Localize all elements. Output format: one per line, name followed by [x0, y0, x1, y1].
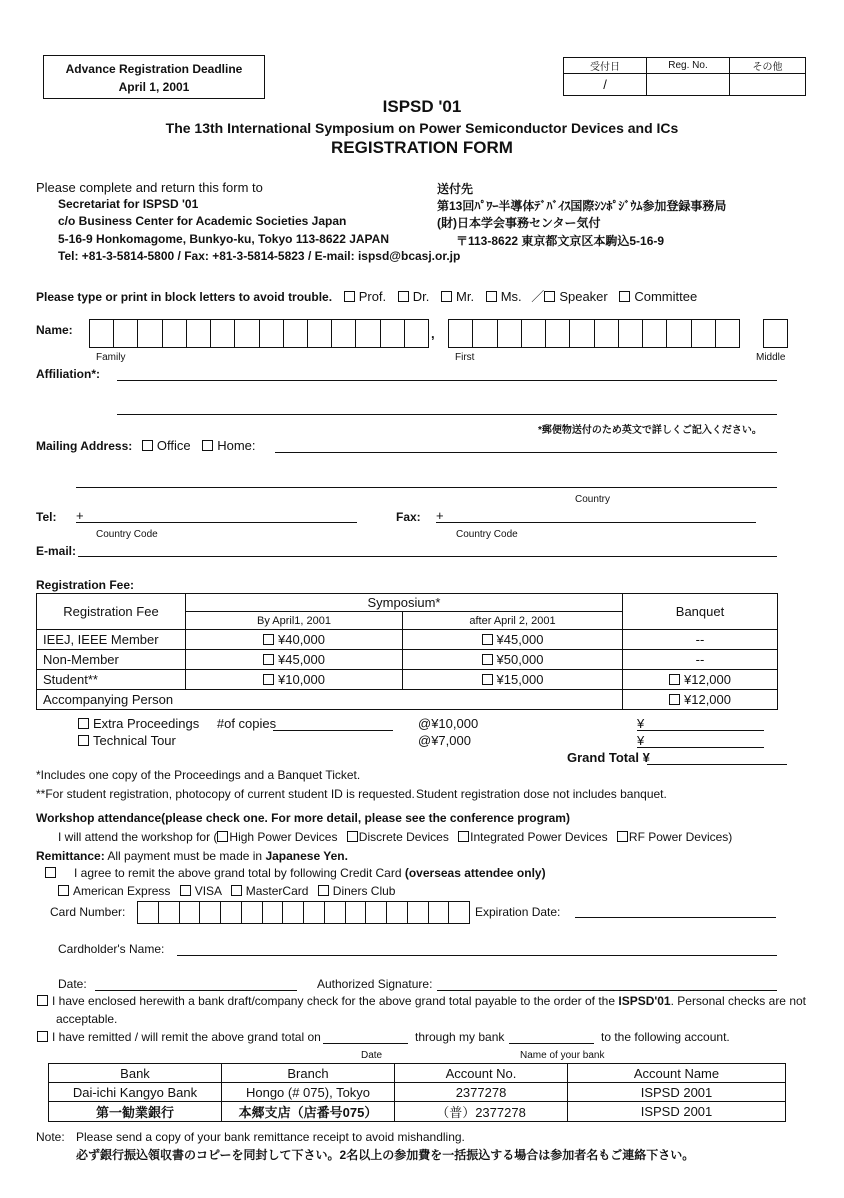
bank-cell: Dai-ichi Kangyo Bank [49, 1083, 222, 1102]
workshop-heading: Workshop attendance(please check one. For more detail, please see the conference program) [36, 811, 570, 825]
card-number-input[interactable] [137, 901, 470, 924]
dr-checkbox[interactable] [398, 291, 409, 302]
branch-cell: Hongo (# 075), Tokyo [222, 1083, 395, 1102]
fee-amount: ¥45,000 [496, 632, 544, 647]
footer-note-label: Note: [36, 1130, 65, 1144]
speaker-checkbox[interactable] [544, 291, 555, 302]
date-label: Date: [58, 977, 87, 991]
event-subtitle: The 13th International Symposium on Power Semiconductor Devices and ICs [165, 120, 679, 136]
affiliation-label: Affiliation*: [36, 367, 100, 381]
note-student: **For student registration, photocopy of current student ID is requested. [36, 787, 415, 801]
footer-note-jp: 必ず銀行振込領収書のコピーを同封して下さい。2名以上の参加費を一括振込する場合は参加者名もご連絡下さい。 [76, 1148, 695, 1162]
fee-amount: ¥50,000 [496, 652, 544, 667]
return-jp-line-3: 〒113-8622 東京都文京区本駒込5-16-9 [456, 234, 665, 248]
middle-caption: Middle [756, 352, 786, 363]
workshop-option: High Power Devices [229, 830, 338, 844]
bank-draft-text-2: . Personal checks are not [670, 994, 806, 1008]
extra-proceedings-checkbox[interactable] [78, 718, 89, 729]
type-instruction-row [36, 286, 697, 305]
banquet-amount: ¥12,000 [684, 672, 731, 687]
first-name-input[interactable] [448, 319, 740, 348]
fee-header-by: By April1, 2001 [186, 612, 403, 630]
extra-yen: ¥ [637, 716, 645, 731]
committee-checkbox[interactable] [619, 291, 630, 302]
affiliation-note: *郵便物送付のため英文で詳しくご記入ください。 [538, 425, 762, 436]
workshop-option: Integrated Power Devices [470, 830, 608, 844]
name-comma: , [431, 326, 435, 341]
fee-row-label: Accompanying Person [37, 690, 623, 710]
fax-label: Fax: [396, 510, 421, 524]
bank-header: Bank [49, 1064, 222, 1083]
slash: ／ [531, 289, 545, 304]
account-no-cell: 2377278 [395, 1083, 568, 1102]
cardholder-field[interactable] [177, 955, 777, 956]
affiliation-field-2[interactable] [117, 414, 777, 415]
diners-label: Diners Club [332, 884, 396, 898]
extra-proceedings-row [78, 716, 276, 731]
mr-checkbox[interactable] [441, 291, 452, 302]
fee-header-after: after April 2, 2001 [403, 612, 623, 630]
date-caption: Date [361, 1050, 383, 1061]
fee-amount: ¥10,000 [278, 672, 325, 687]
tel-country-code: Country Code [96, 529, 158, 540]
return-jp-heading: 送付先 [437, 182, 474, 196]
banquet-value: -- [623, 650, 778, 670]
fee-header-reg: Registration Fee [37, 594, 186, 630]
tour-amount-field[interactable] [637, 747, 764, 748]
remittance-currency: Japanese Yen. [265, 849, 348, 863]
technical-tour-row [78, 733, 176, 748]
country-caption: Country [575, 494, 611, 505]
office-use-table [563, 57, 806, 96]
bank-transfer-checkbox-row [37, 1030, 321, 1044]
cardholder-label: Cardholder's Name: [58, 942, 165, 956]
prof-checkbox[interactable] [344, 291, 355, 302]
bank-transfer-text: I have remitted / will remit the above grand total on [52, 1030, 321, 1044]
reg-no-header: Reg. No. [647, 58, 730, 74]
workshop-options [58, 830, 732, 844]
workshop-option: Discrete Devices [358, 830, 449, 844]
deadline-box [43, 55, 265, 99]
email-label: E-mail: [36, 544, 77, 558]
return-jp-line-2: (財)日本学会事務センター気付 [437, 216, 601, 230]
fee-by-option[interactable] [186, 630, 403, 650]
bank-name-field[interactable] [509, 1043, 594, 1044]
event-title: ISPSD '01 [382, 97, 462, 116]
card-types [58, 884, 395, 898]
workshop-intro: I will attend the workshop for ( [58, 830, 218, 844]
fee-amount: ¥45,000 [278, 652, 325, 667]
technical-tour-label: Technical Tour [93, 733, 176, 748]
copies-field[interactable] [273, 730, 393, 731]
amex-checkbox[interactable] [58, 885, 69, 896]
tel-plus: + [76, 508, 84, 523]
visa-label: VISA [194, 884, 222, 898]
diners-checkbox[interactable] [318, 885, 329, 896]
fee-checkbox[interactable] [263, 654, 274, 665]
date-field[interactable] [95, 990, 297, 991]
through-bank-label: through my bank [415, 1030, 505, 1044]
fee-checkbox[interactable] [482, 634, 493, 645]
fee-heading: Registration Fee: [36, 578, 135, 592]
affiliation-field[interactable] [117, 380, 777, 381]
technical-tour-checkbox[interactable] [78, 735, 89, 746]
extra-proceedings-price: @¥10,000 [418, 716, 479, 731]
to-account-label: to the following account. [601, 1030, 730, 1044]
amex-label: American Express [73, 884, 171, 898]
bank-cell: 第一勧業銀行 [49, 1102, 222, 1122]
account-name-cell: ISPSD 2001 [568, 1083, 786, 1102]
return-line-1: Secretariat for ISPSD '01 [58, 197, 199, 211]
mailing-field[interactable] [275, 452, 777, 453]
workshop-checkbox[interactable] [617, 831, 628, 842]
mastercard-checkbox[interactable] [231, 885, 242, 896]
branch-cell: 本郷支店（店番号075） [222, 1102, 395, 1122]
remittance-label: Remittance: [36, 849, 105, 863]
mailing-label: Mailing Address: [36, 439, 133, 453]
fee-checkbox[interactable] [482, 674, 493, 685]
fee-row [37, 690, 778, 710]
type-instruction: Please type or print in block letters to avoid trouble. [36, 290, 333, 304]
fee-amount: ¥40,000 [278, 632, 325, 647]
table-row [49, 1102, 786, 1122]
signature-label: Authorized Signature: [317, 977, 433, 991]
return-line-3: 5-16-9 Honkomagome, Bunkyo-ku, Tokyo 113-8622 JAPAN [58, 232, 389, 246]
speaker-label: Speaker [559, 289, 608, 304]
reg-no-value[interactable] [647, 74, 730, 96]
credit-card-agree: I agree to remit the above grand total by following Credit Card [74, 866, 402, 880]
mailing-row [36, 438, 256, 453]
expiration-label: Expiration Date: [475, 905, 561, 919]
table-row [49, 1083, 786, 1102]
family-name-input[interactable] [89, 319, 429, 348]
technical-tour-price: @¥7,000 [418, 733, 471, 748]
signature-field[interactable] [437, 990, 777, 991]
footer-note-text: Please send a copy of your bank remittance receipt to avoid mishandling. [76, 1130, 465, 1144]
extra-amount-field[interactable] [637, 730, 764, 731]
extra-proceedings-label: Extra Proceedings [93, 716, 200, 731]
grand-total-field[interactable] [647, 764, 787, 765]
fee-table [36, 593, 778, 710]
fax-field[interactable] [436, 522, 756, 523]
note-proceedings: *Includes one copy of the Proceedings and a Banquet Ticket. [36, 768, 361, 782]
workshop-checkbox[interactable] [347, 831, 358, 842]
bank-transfer-checkbox[interactable] [37, 1031, 48, 1042]
account-name-cell: ISPSD 2001 [568, 1102, 786, 1122]
first-caption: First [455, 352, 475, 363]
remittance-text: All payment must be made in [107, 849, 263, 863]
middle-initial-input[interactable] [763, 319, 788, 348]
credit-card-row [45, 866, 546, 880]
fee-row [37, 670, 778, 690]
bank-account-table [48, 1063, 786, 1122]
workshop-checkbox[interactable] [217, 831, 228, 842]
bank-draft-text-3: acceptable. [56, 1012, 118, 1026]
return-line-2: c/o Business Center for Academic Societies Japan [58, 214, 347, 228]
name-label: Name: [36, 323, 73, 337]
fee-row-label: IEEJ, IEEE Member [37, 630, 186, 650]
fax-country-code: Country Code [456, 529, 518, 540]
mastercard-label: MasterCard [245, 884, 309, 898]
bank-draft-text: I have enclosed herewith a bank draft/company check for the above grand total payable to the order of the [52, 994, 616, 1008]
committee-label: Committee [634, 289, 698, 304]
copies-label: #of copies [216, 716, 277, 731]
banquet-checkbox[interactable] [669, 694, 680, 705]
fax-plus: + [436, 508, 444, 523]
workshop-option: RF Power Devices) [628, 830, 733, 844]
card-number-label: Card Number: [50, 905, 126, 919]
mailing-field-2[interactable] [76, 487, 777, 488]
account-no-cell: （普）2377278 [395, 1102, 568, 1122]
fee-checkbox[interactable] [482, 654, 493, 665]
note-student-banquet: Student registration dose not includes banquet. [416, 787, 667, 801]
fee-checkbox[interactable] [263, 634, 274, 645]
fee-after-option[interactable] [403, 630, 623, 650]
fee-header-banquet: Banquet [623, 594, 778, 630]
bank-draft-checkbox[interactable] [37, 995, 48, 1006]
workshop-checkbox[interactable] [458, 831, 469, 842]
family-caption: Family [96, 352, 126, 363]
expiration-field[interactable] [575, 917, 776, 918]
received-date-header: 受付日 [564, 58, 647, 74]
branch-header: Branch [222, 1064, 395, 1083]
grand-total-label: Grand Total ¥ [567, 750, 650, 765]
deadline-date: April 1, 2001 [118, 80, 190, 94]
fee-header-symposium: Symposium* [186, 594, 623, 612]
ms-checkbox[interactable] [486, 291, 497, 302]
fee-checkbox[interactable] [263, 674, 274, 685]
tour-yen: ¥ [637, 733, 645, 748]
banquet-value: -- [623, 630, 778, 650]
home-label: Home: [217, 438, 256, 453]
office-label: Office [156, 438, 191, 453]
return-line-4: Tel: +81-3-5814-5800 / Fax: +81-3-5814-5823 / E-mail: ispsd@bcasj.or.jp [58, 249, 461, 263]
fee-row [37, 630, 778, 650]
fee-row-label: Non-Member [37, 650, 186, 670]
credit-card-checkbox[interactable] [45, 867, 56, 878]
remittance-heading [36, 849, 348, 863]
email-field[interactable] [78, 556, 777, 557]
ms-label: Ms. [500, 289, 522, 304]
fee-by-option[interactable] [186, 670, 403, 690]
visa-checkbox[interactable] [180, 885, 191, 896]
fee-row-label: Student** [37, 670, 186, 690]
other-header: その他 [730, 58, 806, 74]
form-title: REGISTRATION FORM [331, 138, 513, 157]
received-date-value: / [564, 74, 647, 96]
return-jp-line-1: 第13回ﾊﾟﾜｰ半導体ﾃﾞﾊﾞｲｽ国際ｼﾝﾎﾟｼﾞｳﾑ参加登録事務局 [437, 199, 727, 213]
banquet-checkbox[interactable] [669, 674, 680, 685]
home-checkbox[interactable] [202, 440, 213, 451]
tel-field[interactable] [76, 522, 357, 523]
fee-after-option[interactable] [403, 650, 623, 670]
bank-name-caption: Name of your bank [520, 1050, 605, 1061]
banquet-option[interactable] [623, 670, 778, 690]
mr-label: Mr. [456, 289, 475, 304]
account-no-header: Account No. [395, 1064, 568, 1083]
deadline-label: Advance Registration Deadline [65, 62, 243, 76]
fee-amount: ¥15,000 [496, 672, 544, 687]
fee-by-option[interactable] [186, 650, 403, 670]
tel-label: Tel: [36, 510, 57, 524]
dr-label: Dr. [412, 289, 430, 304]
return-intro: Please complete and return this form to [36, 180, 263, 195]
fee-row [37, 650, 778, 670]
banquet-amount: ¥12,000 [684, 692, 731, 707]
fee-after-option[interactable] [403, 670, 623, 690]
account-name-header: Account Name [568, 1064, 786, 1083]
office-checkbox[interactable] [142, 440, 153, 451]
overseas-only: (overseas attendee only) [404, 866, 546, 880]
prof-label: Prof. [358, 289, 387, 304]
banquet-option[interactable] [623, 690, 778, 710]
transfer-date-field[interactable] [323, 1043, 408, 1044]
other-value[interactable] [730, 74, 806, 96]
bank-draft-row [37, 994, 806, 1008]
bank-draft-payee: ISPSD'01 [618, 994, 671, 1008]
